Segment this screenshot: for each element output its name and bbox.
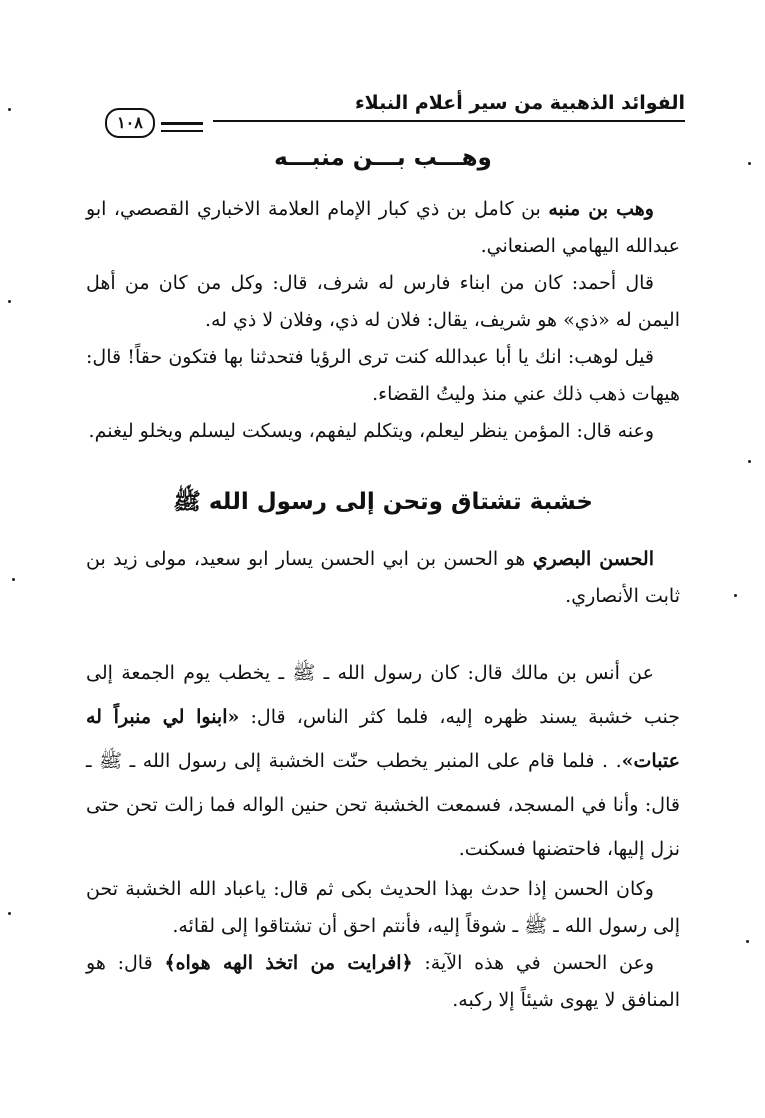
paragraph-anas-hadith <box>86 651 680 871</box>
page-number: ١٠٨ <box>105 108 155 138</box>
paragraph-text: هو الحسن بن ابي الحسن يسار ابو سعيد، مولى زيد بن ثابت الأنصاري. <box>86 548 680 607</box>
scan-speck <box>734 594 737 597</box>
paragraph-text: . . فلما قام على المنبر يخطب حنّت الخشبة إلى رسول الله ـ ﷺ ـ قال: وأنا في المسجد، فسمعت الخشبة تحن حنين الواله فما زالت تحن حتى نزل إليها، فاحتضنها فسكنت. <box>86 750 680 860</box>
page-body <box>86 140 680 1019</box>
paragraph-text: قال: هو المنافق لا يهوى شيئاً إلا ركبه. <box>86 952 680 1011</box>
name-wahb: وهب بن منبه <box>548 198 654 220</box>
scan-speck <box>8 300 11 303</box>
paragraph-verse-commentary <box>86 945 680 1019</box>
paragraph-hasan-weeping: وكان الحسن إذا حدث بهذا الحديث بكى ثم قال: ياعباد الله الخشبة تحن إلى رسول الله ـ ﷺ ـ شوقاً إليه، فأنتم احق أن تشتاقوا إلى لقائه. <box>86 878 680 937</box>
quran-verse: ﴿افرايت من اتخذ الهه هواه﴾ <box>164 952 413 974</box>
paragraph-text: عن أنس بن مالك قال: كان رسول الله ـ ﷺ ـ يخطب يوم الجمعة إلى جنب خشبة يسند ظهره إليه، فلما كثر الناس، قال: <box>86 662 681 728</box>
paragraph-wahb-bio <box>86 191 680 265</box>
name-hasan-basri: الحسن البصري <box>532 548 654 570</box>
running-title: الفوائد الذهبية من سير أعلام النبلاء <box>354 92 685 114</box>
section-title-khashaba: خشبة تشتاق وتحن إلى رسول الله ﷺ <box>173 489 593 515</box>
paragraph-believer-saying: وعنه قال: المؤمن ينظر ليعلم، ويتكلم ليفهم، ويسكت ليسلم ويخلو ليغنم. <box>88 420 654 442</box>
scan-speck <box>12 578 15 581</box>
paragraph-hasan-bio <box>86 541 680 615</box>
paragraph-text: بن كامل بن ذي كبار الإمام العلامة الاخباري القصصي، ابو عبدالله اليهامي الصنعاني. <box>86 198 680 257</box>
paragraph-ahmad-quote: قال أحمد: كان من ابناء فارس له شرف، قال: وكل من كان من أهل اليمن له «ذي» هو شريف، يقال: فلان له ذي، وفلان لا ذي له. <box>86 272 680 331</box>
page-number-group <box>105 108 203 138</box>
scan-speck <box>8 108 11 111</box>
hadith-quote: «ابنوا لي منبراً له عتبات» <box>86 706 680 772</box>
scan-speck <box>748 460 751 463</box>
page-number-dash <box>161 122 203 125</box>
page-header <box>105 86 685 132</box>
header-rule <box>213 120 685 122</box>
scan-speck <box>746 940 749 943</box>
paragraph-text: وعن الحسن في هذه الآية: <box>412 952 655 974</box>
paragraph-dream-question: قيل لوهب: انك يا أبا عبدالله كنت ترى الرؤيا فتحدثنا بها فتكون حقاً! قال: هيهات ذهب ذلك عني منذ وليتُ القضاء. <box>86 346 680 405</box>
section-title-wahb: وهـــب بـــن منبـــه <box>274 145 492 171</box>
scan-speck <box>748 162 751 165</box>
scan-speck <box>8 912 11 915</box>
